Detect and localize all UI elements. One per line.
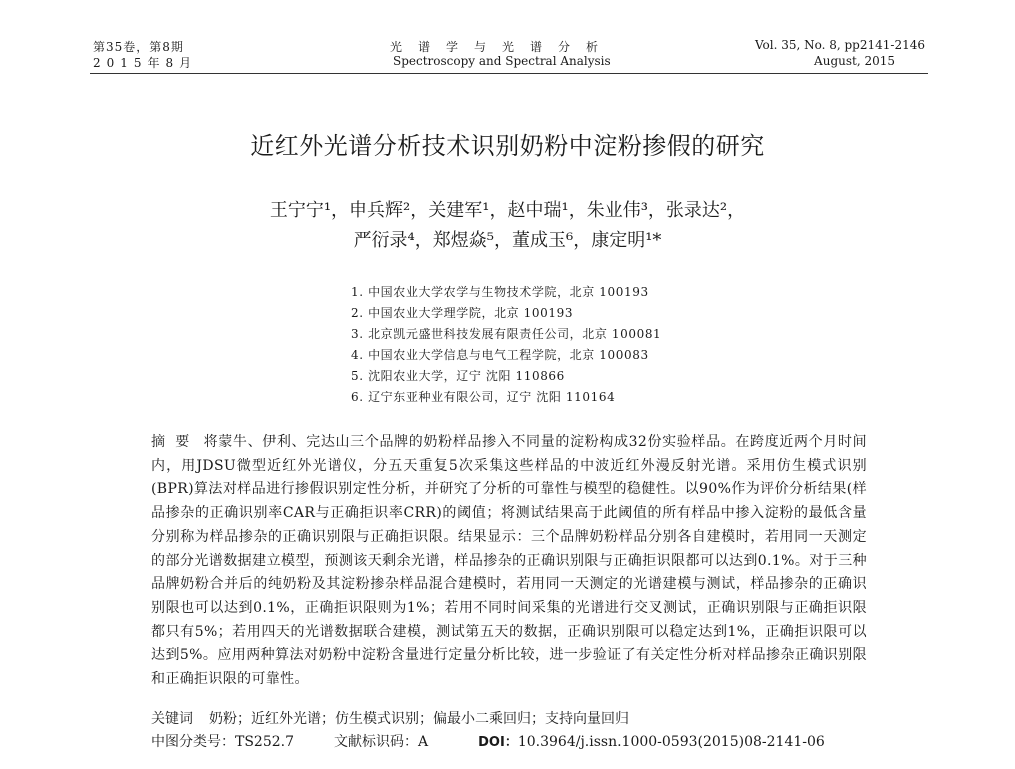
keywords (151, 708, 629, 728)
abstract-label: 摘要 (151, 434, 200, 450)
doi-value: 10.3964/j.issn.1000-0593(2015)08-2141-06 (517, 734, 825, 750)
doc-code-label: 文献标识码： (334, 734, 419, 750)
author-line-1: 王宁宁¹，申兵辉²，关建军¹，赵中瑞¹，朱业伟³，张录达²， (269, 200, 746, 221)
classification-line (151, 731, 825, 751)
abstract (151, 431, 867, 692)
clc-label: 中图分类号： (151, 734, 235, 750)
abstract-text: 将蒙牛、伊利、完达山三个品牌的奶粉样品掺入不同量的淀粉构成32份实验样品。在跨度近两个月时间内，用JDSU微型近红外光谱仪，分五天重复5次采集这些样品的中波近红外漫反射光谱。采用仿生模式识别(BPR)算法对样品进行掺假识别定性分析，并研究了分析的可靠性与模型的稳健性。以90%作为评价分析结果(样品掺杂的正确识别率CAR与正确拒识率CRR)的阈值；将测试结果高于此阈值的所有样品中掺入淀粉的最低含量分别称为样品掺杂的正确识别限与正确拒识限。结果显示：三个品牌奶粉样品分别各自建模时，若用同一天测定的部分光谱数据建立模型，预测该天剩余光谱，样品掺杂的正确识别限与正确拒识限都可以达到0.1%。对于三种品牌奶粉合并后的纯奶粉及其淀粉掺杂样品混合建模时，若用同一天测定的光谱建模与测试，样品掺杂的正确识别限也可以达到0.1%，正确拒识限则为1%；若用不同时间采集的光谱进行交叉测试，正确识别限与正确拒识限都只有5%；若用四天的光谱数据联合建模，测试第五天的数据，正确识别限可以稳定达到1%，正确拒识限可以达到5%。应用两种算法对奶粉中淀粉含量进行定量分析比较，进一步验证了有关定性分析对样品掺杂正确识别限和正确拒识限的可靠性。 (151, 434, 868, 688)
affiliation-6: 6. 辽宁东亚种业有限公司，辽宁 沈阳 110164 (351, 390, 616, 404)
header-rule (90, 73, 928, 74)
doi-label: DOI： (478, 735, 518, 750)
journal-volume-issue: 第35卷，第8期 (93, 40, 184, 54)
affiliation-5: 5. 沈阳农业大学，辽宁 沈阳 110866 (351, 369, 565, 383)
keywords-text: 奶粉；近红外光谱；仿生模式识别；偏最小二乘回归；支持向量回归 (209, 711, 629, 727)
clc-value: TS252.7 (235, 734, 295, 750)
keywords-label: 关键词 (151, 711, 193, 727)
affiliation-4: 4. 中国农业大学信息与电气工程学院，北京 100083 (351, 348, 649, 362)
paper-title: 近红外光谱分析技术识别奶粉中淀粉掺假的研究 (250, 132, 765, 160)
journal-date-cn: 2015年8月 (93, 56, 198, 70)
doc-code-value: A (418, 734, 429, 750)
journal-name-cn: 光谱学与光谱分析 (390, 40, 615, 54)
affiliation-3: 3. 北京凯元盛世科技发展有限责任公司，北京 100081 (351, 327, 662, 341)
affiliation-1: 1. 中国农业大学农学与生物技术学院，北京 100193 (351, 285, 649, 299)
journal-name-en: Spectroscopy and Spectral Analysis (393, 54, 611, 68)
affiliation-2: 2. 中国农业大学理学院，北京 100193 (351, 306, 574, 320)
journal-volume-en: Vol. 35, No. 8, pp2141-2146 (754, 38, 925, 52)
author-line-2: 严衍录⁴，郑煜焱⁵，董成玉⁶，康定明¹* (353, 230, 662, 251)
journal-date-en: August, 2015 (814, 54, 895, 68)
